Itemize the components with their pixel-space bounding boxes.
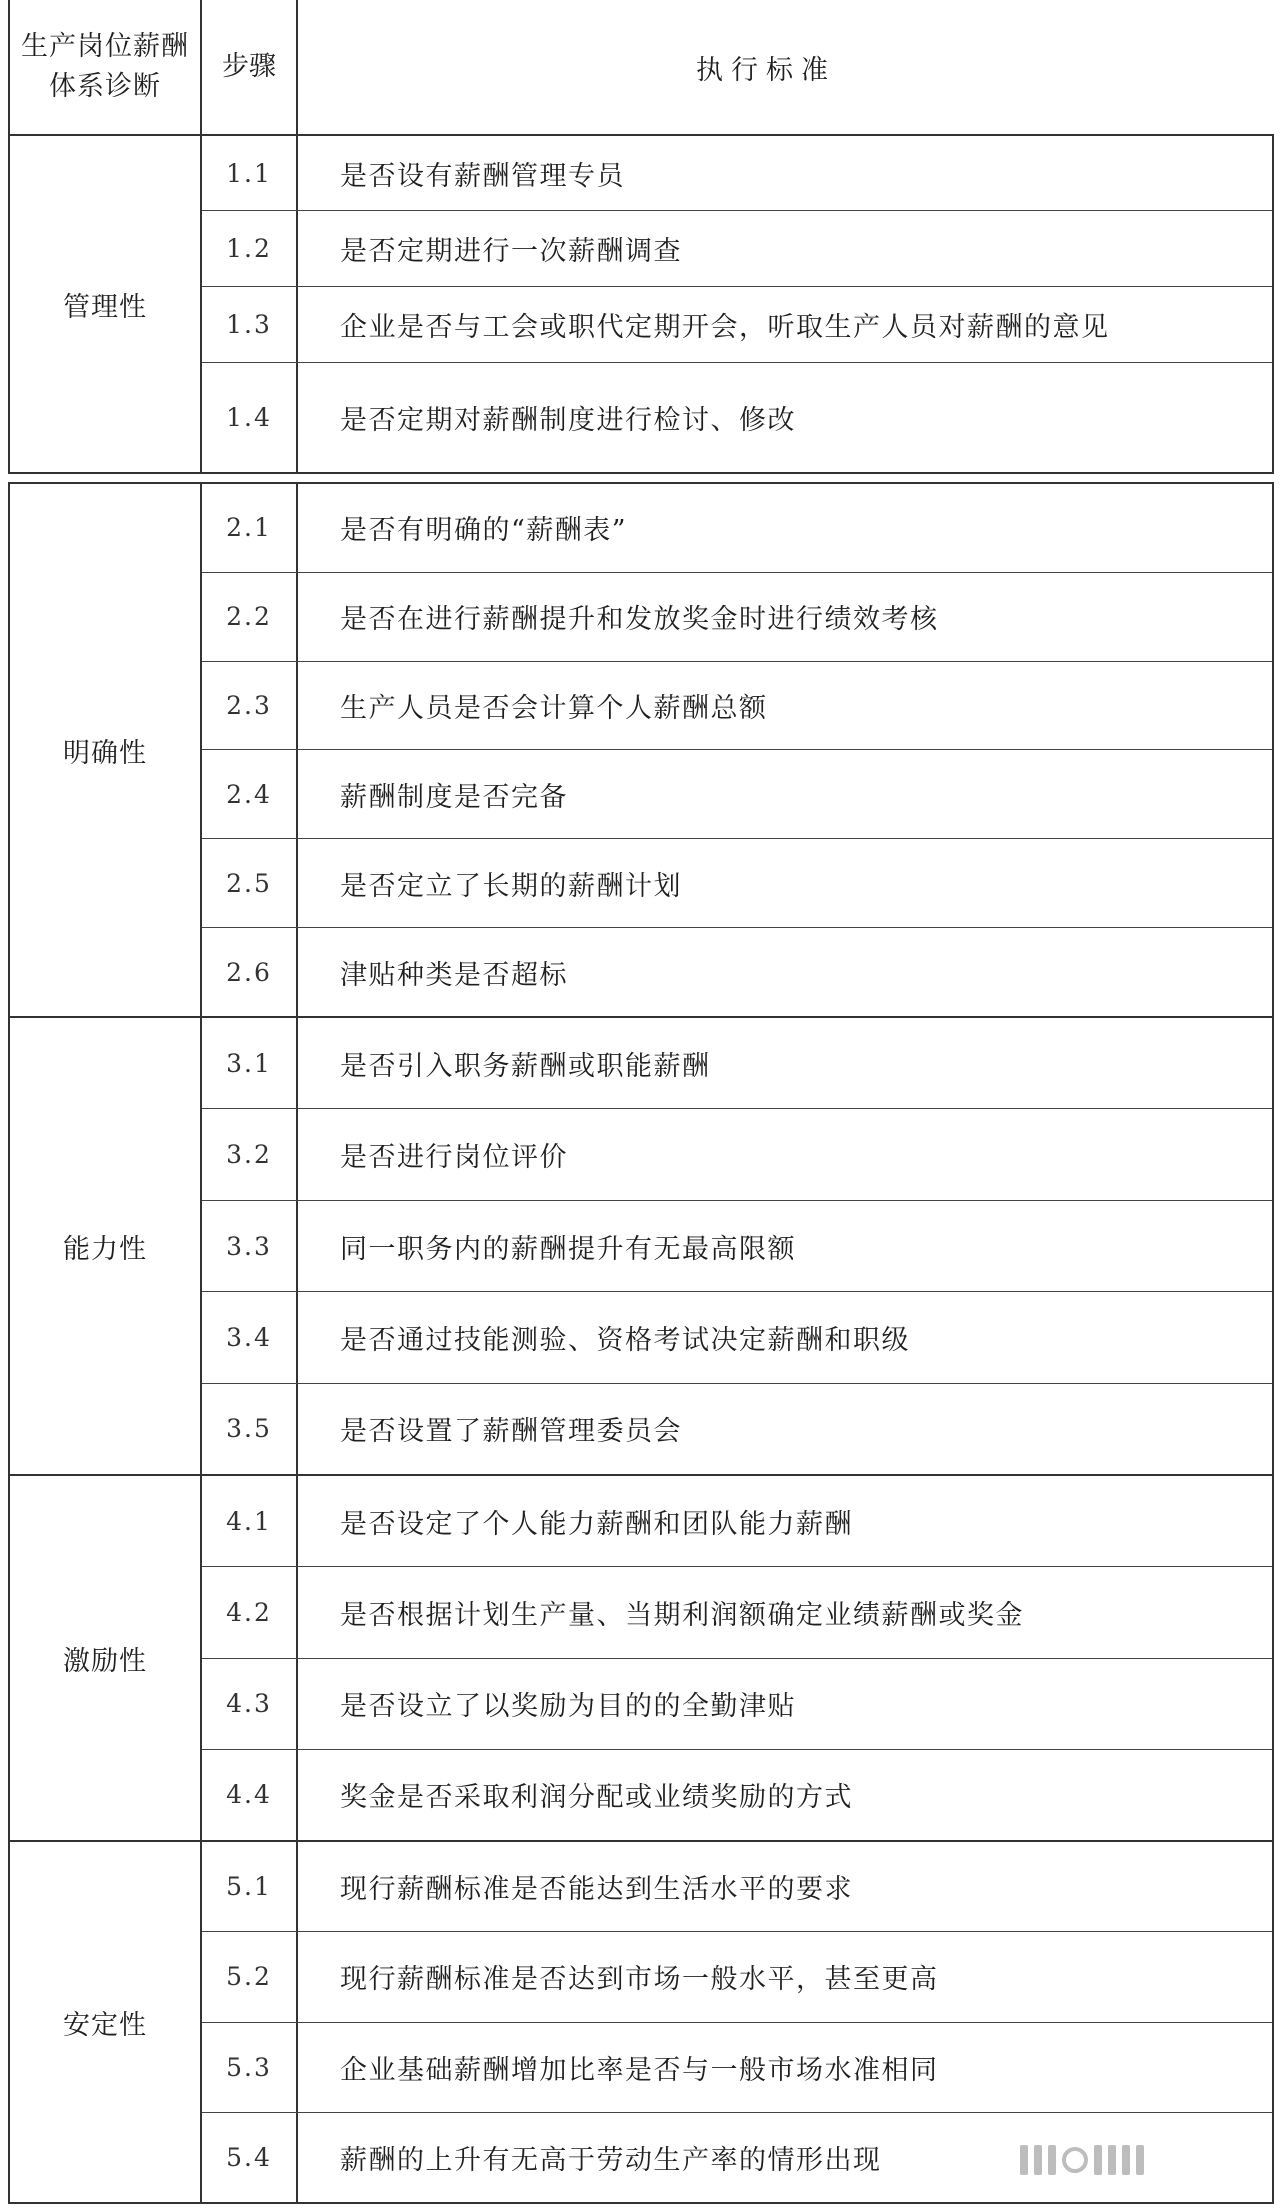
table-row <box>202 749 1272 838</box>
category-cell: 安定性 <box>10 1842 202 2202</box>
standard-cell: 是否定期进行一次薪酬调查 <box>340 236 682 267</box>
standard-cell: 现行薪酬标准是否达到市场一般水平，甚至更高 <box>340 1964 939 1996</box>
table-row <box>202 927 1272 1016</box>
step-cell: 2.4 <box>202 750 298 838</box>
watermark-bar-icon <box>1034 2145 1042 2175</box>
step-cell: 5.4 <box>202 2113 298 2202</box>
standard-cell: 企业基础薪酬增加比率是否与一般市场水准相同 <box>340 2054 939 2086</box>
standard-cell: 薪酬的上升有无高于劳动生产率的情形出现 <box>340 2144 882 2176</box>
header-category-cell: 生产岗位薪酬体系诊断 <box>10 0 202 134</box>
step-cell: 3.4 <box>202 1292 298 1382</box>
standard-cell: 是否定立了长期的薪酬计划 <box>340 870 682 902</box>
table-row <box>202 136 1272 210</box>
section-incentive <box>8 1474 1274 1842</box>
step-cell: 3.3 <box>202 1201 298 1291</box>
table-row <box>202 661 1272 750</box>
section-rows <box>202 136 1272 472</box>
step-cell: 3.2 <box>202 1109 298 1199</box>
table-row <box>202 1658 1272 1749</box>
standard-cell: 是否有明确的“薪酬表” <box>340 515 628 547</box>
table-row <box>202 1476 1272 1566</box>
watermark-bar-icon <box>1108 2145 1116 2175</box>
table-row <box>202 1200 1272 1291</box>
watermark-logo <box>1020 2140 1250 2180</box>
standard-cell: 是否通过技能测验、资格考试决定薪酬和职级 <box>340 1324 910 1356</box>
section-rows <box>202 1018 1272 1474</box>
standard-cell: 是否进行岗位评价 <box>340 1142 568 1174</box>
step-cell: 5.2 <box>202 1932 298 2021</box>
standard-cell: 同一职务内的薪酬提升有无最高限额 <box>340 1233 796 1265</box>
category-cell: 激励性 <box>10 1476 202 1840</box>
table-row <box>202 1842 1272 1931</box>
step-cell: 2.2 <box>202 573 298 661</box>
step-cell: 4.4 <box>202 1750 298 1840</box>
step-cell: 2.5 <box>202 839 298 927</box>
table-row <box>202 484 1272 572</box>
header-step-cell: 步骤 <box>202 0 298 134</box>
section-ability <box>8 1016 1274 1476</box>
table-row <box>202 1749 1272 1840</box>
section-rows <box>202 1476 1272 1840</box>
table-row <box>202 1108 1272 1199</box>
watermark-bar-icon <box>1122 2145 1130 2175</box>
step-cell: 3.5 <box>202 1384 298 1474</box>
step-cell: 5.1 <box>202 1842 298 1931</box>
table-row <box>202 210 1272 286</box>
step-cell: 1.1 <box>202 136 298 210</box>
step-cell: 2.6 <box>202 928 298 1016</box>
standard-cell: 是否根据计划生产量、当期利润额确定业绩薪酬或奖金 <box>340 1599 1024 1631</box>
table-row <box>202 2022 1272 2112</box>
watermark-bar-icon <box>1136 2145 1144 2175</box>
standard-cell: 津贴种类是否超标 <box>340 959 568 991</box>
section-management <box>8 134 1274 474</box>
step-cell: 1.3 <box>202 287 298 362</box>
standard-cell: 是否设定了个人能力薪酬和团队能力薪酬 <box>340 1508 853 1540</box>
watermark-bar-icon <box>1020 2145 1028 2175</box>
standard-cell: 是否设置了薪酬管理委员会 <box>340 1416 682 1448</box>
table-row <box>202 1931 1272 2021</box>
standard-cell: 生产人员是否会计算个人薪酬总额 <box>340 693 768 725</box>
category-cell: 管理性 <box>10 136 202 472</box>
watermark-circle-icon <box>1062 2147 1088 2173</box>
table-header <box>8 0 1274 136</box>
header-standard-cell: 执行标准 <box>696 54 836 86</box>
standard-cell: 是否在进行薪酬提升和发放奖金时进行绩效考核 <box>340 604 939 636</box>
standard-cell: 企业是否与工会或职代定期开会，听取生产人员对薪酬的意见 <box>340 312 1110 343</box>
step-cell: 4.1 <box>202 1476 298 1566</box>
step-cell: 3.1 <box>202 1018 298 1108</box>
step-cell: 4.3 <box>202 1659 298 1749</box>
standard-cell: 现行薪酬标准是否能达到生活水平的要求 <box>340 1874 853 1906</box>
table-row <box>202 1383 1272 1474</box>
standard-cell: 薪酬制度是否完备 <box>340 781 568 813</box>
standard-cell: 是否引入职务薪酬或职能薪酬 <box>340 1050 711 1082</box>
category-cell: 能力性 <box>10 1018 202 1474</box>
table-row <box>202 1566 1272 1657</box>
step-cell: 2.3 <box>202 662 298 750</box>
watermark-bar-icon <box>1094 2145 1102 2175</box>
watermark-bar-icon <box>1048 2145 1056 2175</box>
table-row <box>202 286 1272 362</box>
section-clarity <box>8 482 1274 1018</box>
table-row <box>202 572 1272 661</box>
table-row <box>202 1291 1272 1382</box>
step-cell: 2.1 <box>202 484 298 572</box>
step-cell: 5.3 <box>202 2023 298 2112</box>
category-cell: 明确性 <box>10 484 202 1016</box>
table-row <box>202 1018 1272 1108</box>
step-cell: 1.2 <box>202 211 298 286</box>
table-row <box>202 838 1272 927</box>
table-row <box>202 362 1272 472</box>
step-cell: 4.2 <box>202 1567 298 1657</box>
step-cell: 1.4 <box>202 363 298 472</box>
standard-cell: 是否定期对薪酬制度进行检讨、修改 <box>340 405 796 436</box>
standard-cell: 是否设立了以奖励为目的的全勤津贴 <box>340 1691 796 1723</box>
standard-cell: 奖金是否采取利润分配或业绩奖励的方式 <box>340 1782 853 1814</box>
section-rows <box>202 484 1272 1016</box>
standard-cell: 是否设有薪酬管理专员 <box>340 160 625 192</box>
